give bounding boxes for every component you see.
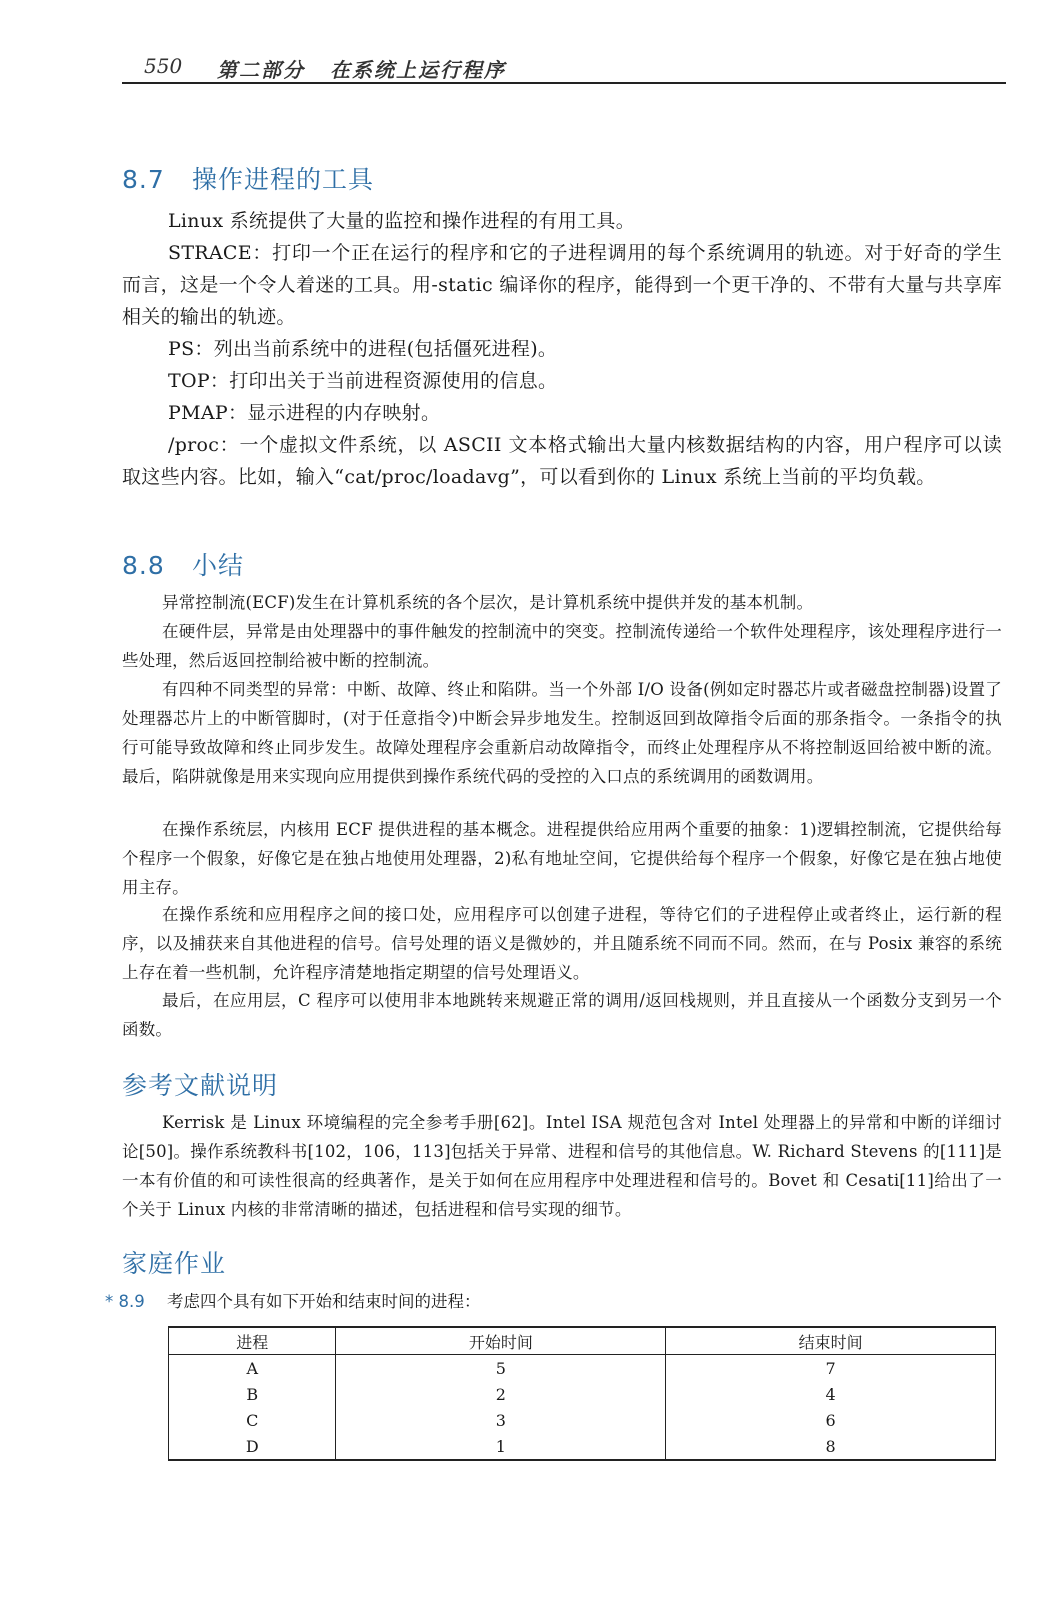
- paragraph-ps: PS：列出当前系统中的进程(包括僵死进程)。: [168, 338, 558, 360]
- paragraph: 在操作系统和应用程序之间的接口处，应用程序可以创建子进程，等待它们的子进程停止或者终止，运行新的程序，以及捕获来自其他进程的信号。信号处理的语义是微妙的，并且随系统不同而不同。然而，在与 Posix 兼容的系统上存在着一些机制，允许程序清楚地指定期望的信号处理语义。: [122, 905, 1002, 982]
- table-cell: B: [169, 1381, 336, 1407]
- section-heading-8-8: [122, 546, 244, 582]
- paragraph-top: TOP：打印出关于当前进程资源使用的信息。: [168, 370, 558, 392]
- column-header: 开始时间: [336, 1327, 666, 1355]
- table-cell: 2: [336, 1381, 666, 1407]
- table-cell: 1: [336, 1433, 666, 1460]
- part-label: 第二部分: [217, 58, 305, 82]
- paragraph-strace: STRACE：打印一个正在运行的程序和它的子进程调用的每个系统调用的轨迹。对于好奇的学生而言，这是一个令人着迷的工具。用-static 编译你的程序，能得到一个更干净的、不带有大量与共享库相关的输出的轨迹。: [122, 242, 1002, 328]
- section-number: 8.7: [122, 165, 165, 194]
- paragraph: Linux 系统提供了大量的监控和操作进程的有用工具。: [168, 210, 636, 232]
- table-cell: 5: [336, 1355, 666, 1382]
- paragraph: 异常控制流(ECF)发生在计算机系统的各个层次，是计算机系统中提供并发的基本机制。: [162, 593, 814, 612]
- section-number: 8.8: [122, 551, 165, 580]
- column-header: 进程: [169, 1327, 336, 1355]
- section-title: 操作进程的工具: [192, 165, 375, 194]
- paragraph: 在操作系统层，内核用 ECF 提供进程的基本概念。进程提供给应用两个重要的抽象：1)逻辑控制流，它提供给每个程序一个假象，好像它是在独占地使用处理器，2)私有地址空间，它提供给每个程序一个假象，好像它是在独占地使用主存。: [122, 820, 1002, 897]
- page-header: [122, 52, 1006, 84]
- paragraph-proc: /proc：一个虚拟文件系统，以 ASCII 文本格式输出大量内核数据结构的内容，用户程序可以读取这些内容。比如，输入“cat/proc/loadavg”，可以看到你的 Linux 系统上当前的平均负载。: [122, 434, 1002, 488]
- paragraph-references: Kerrisk 是 Linux 环境编程的完全参考手册[62]。Intel ISA 规范包含对 Intel 处理器上的异常和中断的详细讨论[50]。操作系统教科书[102，106，113]包括关于异常、进程和信号的其他信息。W. Richard Stevens 的[111]是一本有价值的和可读性很高的经典著作，是关于如何在应用程序中处理进程和信号的。Bovet 和 Cesati[11]给出了一个关于 Linux 内核的非常清晰的描述，包括进程和信号实现的细节。: [122, 1113, 1002, 1219]
- section-heading-8-7: [122, 160, 374, 196]
- exercise-number: * 8.9: [105, 1292, 145, 1311]
- exercise: [105, 1290, 481, 1314]
- section-title: 小结: [192, 551, 245, 580]
- table-row: [169, 1381, 996, 1407]
- process-table: [168, 1326, 996, 1461]
- exercise-text: 考虑四个具有如下开始和结束时间的进程：: [167, 1292, 481, 1311]
- table-cell: A: [169, 1355, 336, 1382]
- table-row: [169, 1433, 996, 1460]
- section-heading-homework: 家庭作业: [122, 1249, 227, 1278]
- table-cell: 6: [666, 1407, 996, 1433]
- table-cell: 3: [336, 1407, 666, 1433]
- table-cell: 8: [666, 1433, 996, 1460]
- table-header-row: [169, 1327, 996, 1355]
- table-row: [169, 1407, 996, 1433]
- part-title: 在系统上运行程序: [330, 58, 506, 82]
- table-row: [169, 1355, 996, 1382]
- table-cell: 4: [666, 1381, 996, 1407]
- paragraph-pmap: PMAP：显示进程的内存映射。: [168, 402, 441, 424]
- paragraph: 在硬件层，异常是由处理器中的事件触发的控制流中的突变。控制流传递给一个软件处理程序，该处理程序进行一些处理，然后返回控制给被中断的控制流。: [122, 622, 1002, 670]
- table-cell: C: [169, 1407, 336, 1433]
- section-heading-references: 参考文献说明: [122, 1071, 279, 1100]
- paragraph: 有四种不同类型的异常：中断、故障、终止和陷阱。当一个外部 I/O 设备(例如定时器芯片或者磁盘控制器)设置了处理器芯片上的中断管脚时，(对于任意指令)中断会异步地发生。控制返回到故障指令后面的那条指令。一条指令的执行可能导致故障和终止同步发生。故障处理程序会重新启动故障指令，而终止处理程序从不将控制返回给被中断的流。最后，陷阱就像是用来实现向应用提供到操作系统代码的受控的入口点的系统调用的函数调用。: [122, 680, 1002, 786]
- table-cell: D: [169, 1433, 336, 1460]
- page-number: 550: [144, 54, 183, 78]
- paragraph: 最后，在应用层，C 程序可以使用非本地跳转来规避正常的调用/返回栈规则，并且直接从一个函数分支到另一个函数。: [122, 991, 1002, 1039]
- column-header: 结束时间: [666, 1327, 996, 1355]
- table-cell: 7: [666, 1355, 996, 1382]
